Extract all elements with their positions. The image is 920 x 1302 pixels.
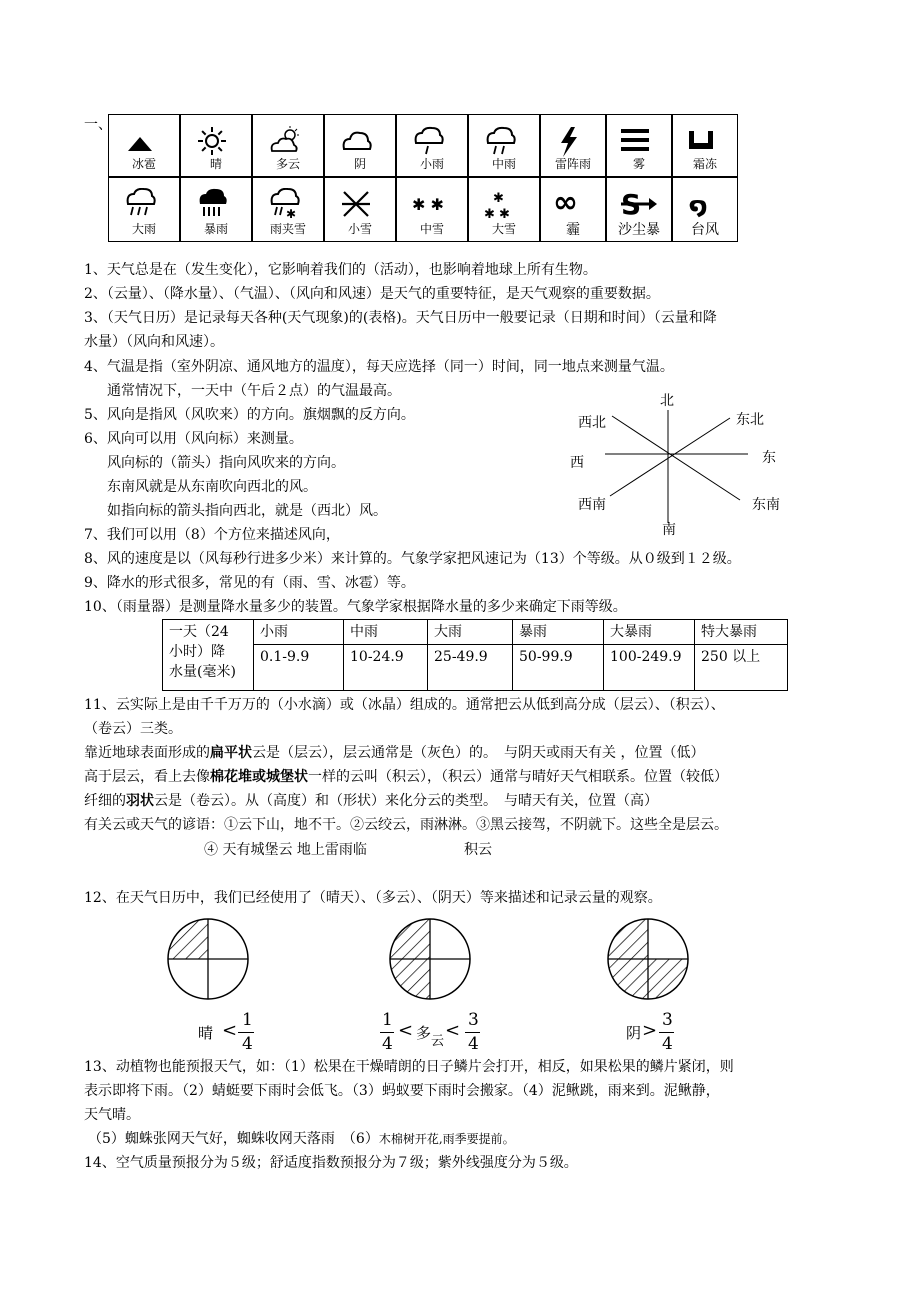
weather-symbol-cell	[606, 114, 672, 177]
text: 云是（层云），层云通常是（灰色）的。 与阴天或雨天有关 ，位置（低）	[252, 745, 705, 761]
compass-southeast: 东南	[752, 497, 780, 513]
level-cell: 小雨	[254, 620, 344, 645]
item-1: 1、天气总是在（发生变化），它影响着我们的（活动），也影响着地球上所有生物。	[84, 262, 597, 278]
svg-text:✱: ✱	[493, 191, 504, 206]
item-6c: 东南风就是从东南吹向西北的风。	[107, 479, 317, 495]
overcast-label: 阴	[626, 1024, 642, 1042]
item-8: 8、风的速度是以（风每秒行进多少米）来计算的。气象学家把风速记为（13）个等级。从０级到１２级。	[84, 551, 741, 567]
weather-symbol-label: 中雨	[491, 157, 516, 171]
level-cell: 大暴雨	[604, 620, 695, 645]
item-7: 7、我们可以用（8）个方位来描述风向，	[84, 527, 340, 543]
weather-symbol-cell	[396, 114, 468, 177]
relation: <	[222, 1020, 238, 1041]
weather-symbol-label: 中雪	[419, 222, 444, 236]
text: 靠近地球表面形成的	[84, 745, 210, 761]
weather-symbol-label: 暴雨	[203, 222, 228, 236]
denominator: 4	[662, 1034, 673, 1054]
svg-text:✱ ✱: ✱ ✱	[412, 195, 444, 214]
weather-symbol-cell	[468, 114, 540, 177]
compass-rose	[570, 388, 790, 538]
weather-symbol-cell	[324, 114, 396, 177]
item-6d: 如指向标的箭头指向西北，就是（西北）风。	[107, 503, 387, 519]
svg-text:✱: ✱	[286, 207, 297, 220]
item-4b: 通常情况下，一天中（午后２点）的气温最高。	[107, 383, 401, 399]
header-line: 小时）降	[169, 644, 225, 660]
haze-icon	[553, 188, 593, 220]
weather-symbol-label: 小雨	[419, 157, 444, 171]
weather-symbol-cell	[606, 177, 672, 242]
text: 云是（卷云）。从（高度）和（形状）来化分云的类型。 与晴天有关，位置（高）	[154, 793, 658, 809]
item-13b: 表示即将下雨。（2）蜻蜓要下雨时会低飞。（3）蚂蚁要下雨时会搬家。（4）泥鳅跳，雨来到。泥鳅静，	[84, 1083, 720, 1099]
text: 高于层云，看上去像	[84, 769, 210, 785]
cloudy-cover-circle	[390, 919, 470, 999]
weather-symbol-cell	[180, 114, 252, 177]
hail-icon	[124, 125, 164, 157]
svg-text:໑: ໑	[689, 192, 708, 220]
range-cell: 50-99.9	[513, 645, 604, 691]
compass-north: 北	[660, 393, 674, 409]
item-6a: 6、风向可以用（风向标）来测量。	[84, 431, 303, 447]
cloud-cover-diagrams	[0, 915, 920, 1005]
weather-symbol-label: 霜冻	[692, 157, 717, 171]
compass-west: 西	[570, 455, 584, 471]
range-cell: 25-49.9	[428, 645, 513, 691]
sleet-icon	[268, 188, 308, 220]
text: 纤细的	[84, 793, 126, 809]
item-11g-right: 积云	[464, 842, 492, 858]
weather-symbol-cell	[468, 177, 540, 242]
numerator: 1	[242, 1010, 253, 1030]
cloudy-label-sub: 云	[431, 1034, 445, 1049]
weather-symbol-cell	[396, 177, 468, 242]
heavy-rain-icon	[124, 188, 164, 220]
rainfall-table	[162, 619, 788, 691]
weather-symbol-cell	[108, 114, 180, 177]
heavy-snow-icon	[484, 188, 524, 220]
item-9: 9、降水的形式很多，常见的有（雨、雪、冰雹）等。	[84, 575, 415, 591]
item-2: 2、（云量）、（降水量）、（气温）、（风向和风速）是天气的重要特征，是天气观察的重要数据。	[84, 286, 660, 302]
svg-text:∞: ∞	[553, 188, 578, 220]
denominator: 4	[242, 1034, 253, 1054]
header-line: 水量(毫米)	[169, 664, 236, 680]
header-line: 一天（24	[169, 624, 229, 640]
item-11f: 有关云或天气的谚语：①云下山，地不干。②云绞云，雨淋淋。③黑云接驾，不阴就下。这些全是层云。	[84, 817, 728, 833]
numerator: 3	[468, 1010, 479, 1030]
section-one-label: 一、	[84, 117, 112, 133]
sunny-icon	[196, 125, 236, 157]
rainstorm-icon	[196, 188, 236, 220]
svg-text:✱ ✱: ✱ ✱	[484, 207, 510, 220]
relation: <	[398, 1020, 414, 1041]
bold-term: 扁平状	[210, 745, 252, 761]
table-row	[163, 645, 788, 691]
item-13c: 天气晴。	[84, 1107, 140, 1123]
thunderstorm-icon	[553, 125, 593, 157]
level-cell: 特大暴雨	[695, 620, 788, 645]
item-11c	[84, 743, 704, 763]
item-11b: （卷云）三类。	[84, 721, 182, 737]
weather-symbol-label: 大雨	[131, 222, 156, 236]
weather-symbol-label: 冰雹	[131, 157, 156, 171]
numerator: 3	[662, 1010, 673, 1030]
numerator: 1	[382, 1010, 393, 1030]
weather-symbol-label: 晴	[209, 157, 222, 171]
range-cell: 100-249.9	[604, 645, 695, 691]
text: 一样的云叫（积云），（积云）通常与晴好天气相联系。位置（较低）	[308, 769, 728, 785]
overcast-cover-circle	[608, 919, 688, 999]
cloudy-label: 多	[416, 1024, 432, 1042]
item-4a: 4、气温是指（室外阴凉、通风地方的温度），每天应选择（同一）时间，同一地点来测量气温。	[84, 359, 674, 375]
denominator: 4	[468, 1034, 479, 1054]
weather-symbol-label: 霾	[566, 222, 580, 238]
item-3b: 水量）（风向和风速）。	[84, 334, 224, 350]
weather-symbol-cell	[324, 177, 396, 242]
svg-text:S: S	[621, 188, 642, 220]
item-10: 10、（雨量器）是测量降水量多少的装置。气象学家根据降水量的多少来确定下雨等级。	[84, 599, 627, 615]
text-small: 木棉树开花,雨季要提前。	[378, 1132, 515, 1146]
weather-symbol-label: 台风	[691, 222, 719, 238]
cloudy-icon	[268, 125, 308, 157]
weather-symbol-cell	[672, 114, 738, 177]
weather-symbol-cell	[252, 177, 324, 242]
item-14: 14、空气质量预报分为５级；舒适度指数预报分为７级；紫外线强度分为５级。	[84, 1155, 578, 1171]
compass-south: 南	[662, 522, 676, 538]
table-row	[163, 620, 788, 645]
weather-symbol-label: 大雪	[491, 222, 516, 236]
compass-southwest: 西南	[578, 497, 606, 513]
compass-northwest: 西北	[578, 415, 606, 431]
weather-symbol-label: 小雪	[347, 222, 372, 236]
denominator: 4	[382, 1034, 393, 1054]
text: （5）蜘蛛张网天气好，蜘蛛收网天落雨 （6）	[88, 1131, 379, 1147]
rainfall-header-cell	[163, 620, 254, 691]
level-cell: 大雨	[428, 620, 513, 645]
level-cell: 中雨	[344, 620, 428, 645]
frost-icon	[685, 125, 725, 157]
relation: <	[445, 1020, 461, 1041]
weather-symbol-label: 雷阵雨	[554, 157, 591, 171]
sunny-cover-circle	[168, 919, 248, 999]
bold-term: 棉花堆或城堡状	[210, 769, 308, 785]
weather-symbol-label: 阴	[353, 157, 366, 171]
weather-symbol-label: 雾	[632, 157, 645, 171]
item-5: 5、风向是指风（风吹来）的方向。旗烟飘的反方向。	[84, 407, 415, 423]
item-11d	[84, 767, 728, 787]
weather-symbol-cell	[252, 114, 324, 177]
light-snow-icon	[340, 188, 380, 220]
item-11g: ④ 天有城堡云 地上雷雨临	[204, 842, 367, 858]
sunny-label: 晴	[198, 1024, 214, 1042]
bold-term: 羽状	[126, 793, 154, 809]
overcast-icon	[340, 125, 380, 157]
weather-symbol-cell	[180, 177, 252, 242]
moderate-rain-icon	[484, 125, 524, 157]
item-11a: 11、云实际上是由千千万万的（小水滴）或（冰晶）组成的。通常把云从低到高分成（层云）、（积云）、	[84, 697, 725, 713]
item-3a: 3、（天气日历）是记录每天各种(天气现象)的(表格)。天气日历中一般要记录（日期和时间）（云量和降	[84, 310, 717, 326]
sandstorm-icon	[619, 188, 659, 220]
moderate-snow-icon	[412, 188, 452, 220]
item-13a: 13、动植物也能预报天气，如：（1）松果在干燥晴朗的日子鳞片会打开，相反，如果松果的鳞片紧闭，则	[84, 1059, 734, 1075]
level-cell: 暴雨	[513, 620, 604, 645]
relation: >	[642, 1020, 658, 1041]
item-11e	[84, 791, 658, 811]
item-6b: 风向标的（箭头）指向风吹来的方向。	[107, 455, 345, 471]
compass-northeast: 东北	[736, 412, 764, 428]
weather-symbol-cell	[540, 177, 606, 242]
weather-symbol-cell	[672, 177, 738, 242]
weather-symbol-cell	[108, 177, 180, 242]
weather-symbol-grid	[108, 114, 742, 242]
weather-symbol-label: 雨夹雪	[269, 222, 306, 236]
typhoon-icon	[685, 188, 725, 220]
range-cell: 10-24.9	[344, 645, 428, 691]
weather-symbol-label: 多云	[275, 157, 300, 171]
light-rain-icon	[412, 125, 452, 157]
item-12: 12、在天气日历中，我们已经使用了（晴天）、（多云）、（阴天）等来描述和记录云量的观察。	[84, 890, 662, 906]
item-13d	[88, 1129, 515, 1149]
weather-symbol-cell	[540, 114, 606, 177]
range-cell: 0.1-9.9	[254, 645, 344, 691]
range-cell: 250 以上	[695, 645, 788, 691]
fog-icon	[619, 125, 659, 157]
compass-east: 东	[762, 450, 776, 466]
weather-symbol-label: 沙尘暴	[618, 222, 660, 238]
